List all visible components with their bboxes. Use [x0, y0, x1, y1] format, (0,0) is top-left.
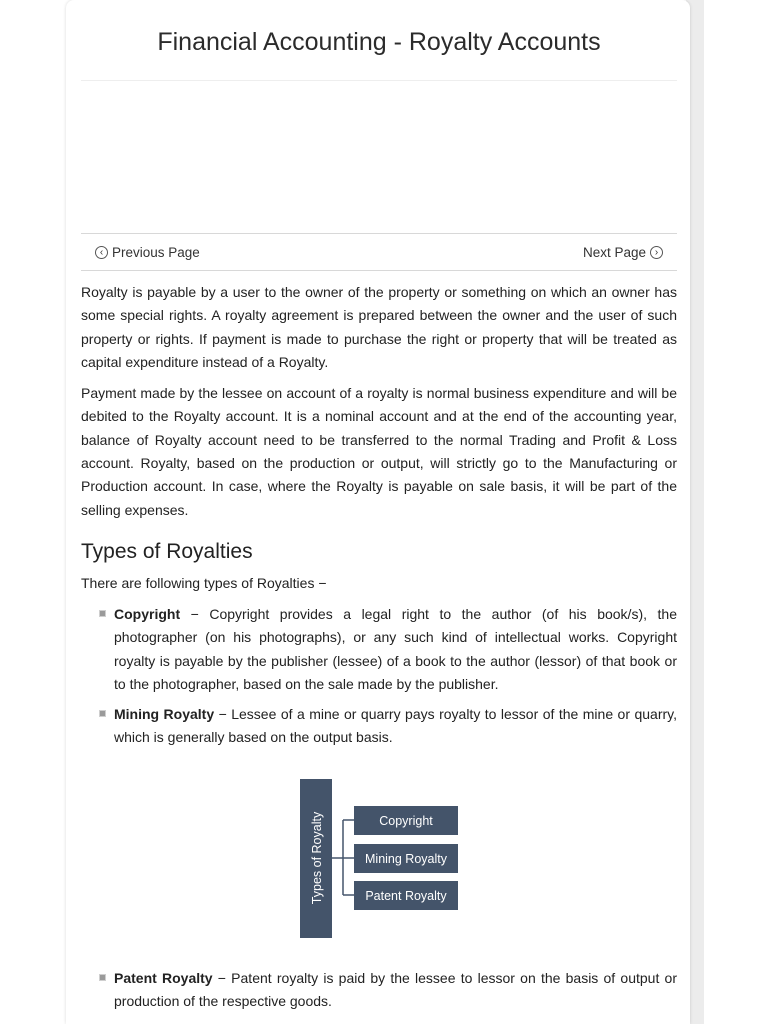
next-page-label: Next Page: [582, 244, 646, 260]
section-heading-types: Types of Royalties: [81, 539, 253, 563]
types-of-royalty-diagram-svg: [81, 761, 677, 961]
list-item-mining-royalty: [114, 703, 677, 750]
diagram-child-label: Mining Royalty: [365, 851, 447, 866]
list-item-patent-royalty: [114, 967, 677, 1014]
page-navigation: [81, 233, 677, 271]
square-bullet-icon: [99, 710, 106, 717]
diagram-root-label: Types of Royalty: [310, 811, 324, 904]
article-content: [81, 0, 677, 1020]
types-intro: There are following types of Royalties −: [81, 574, 327, 591]
list-item-term: Patent Royalty: [114, 969, 213, 986]
royalty-types-list: [81, 603, 677, 750]
list-item-term: Mining Royalty: [114, 706, 215, 723]
square-bullet-icon: [99, 610, 106, 617]
list-item-copyright: [114, 603, 677, 696]
previous-page-link[interactable]: [95, 245, 200, 260]
previous-page-label: Previous Page: [112, 244, 200, 260]
square-bullet-icon: [99, 974, 106, 981]
list-item-text: − Patent royalty is paid by the lessee to lessor on the basis of output or production of the respective goods.: [114, 969, 677, 1010]
types-of-royalty-diagram: [81, 761, 677, 961]
list-item-text: − Copyright provides a legal right to the author (of his book/s), the photographer (on his photographs), or any such kind of intellectual works. Copyright royalty is payable by the publisher (lessee) of a book to the author (lessor) of that book or to the photographer, based on the sale made by the publisher.: [114, 605, 677, 692]
chevron-left-circle-icon: ‹: [95, 246, 108, 259]
diagram-child-label: Copyright: [379, 813, 433, 828]
list-item-text: − Lessee of a mine or quarry pays royalty to lessor of the mine or quarry, which is generally based on the output basis.: [114, 706, 677, 746]
list-item-term: Copyright: [114, 605, 181, 622]
diagram-child-label: Patent Royalty: [365, 888, 447, 903]
intro-paragraph-1: Royalty is payable by a user to the owner of the property or something on which an owner has some special rights. A royalty agreement is prepared between the owner and the user of such property or rights. If payment is made to purchase the right or property that will be treated as capital expenditure instead of a Royalty.: [81, 284, 677, 370]
next-page-link[interactable]: [583, 245, 663, 260]
royalty-types-list-continued: [81, 967, 677, 1014]
ad-placeholder: [81, 81, 677, 233]
intro-paragraph-2: Payment made by the lessee on account of a royalty is normal business expenditure and will be debited to the Royalty account. It is a nominal account and at the end of the accounting year, balance of Royalty account need to be transferred to the normal Trading and Profit & Loss account. Royalty, based on the production or output, will strictly go to the Manufacturing or Production account. In case, where the Royalty is payable on sale basis, it will be part of the selling expenses.: [81, 385, 677, 518]
chevron-right-circle-icon: ›: [650, 246, 663, 259]
page-title: Financial Accounting - Royalty Accounts: [81, 0, 677, 81]
